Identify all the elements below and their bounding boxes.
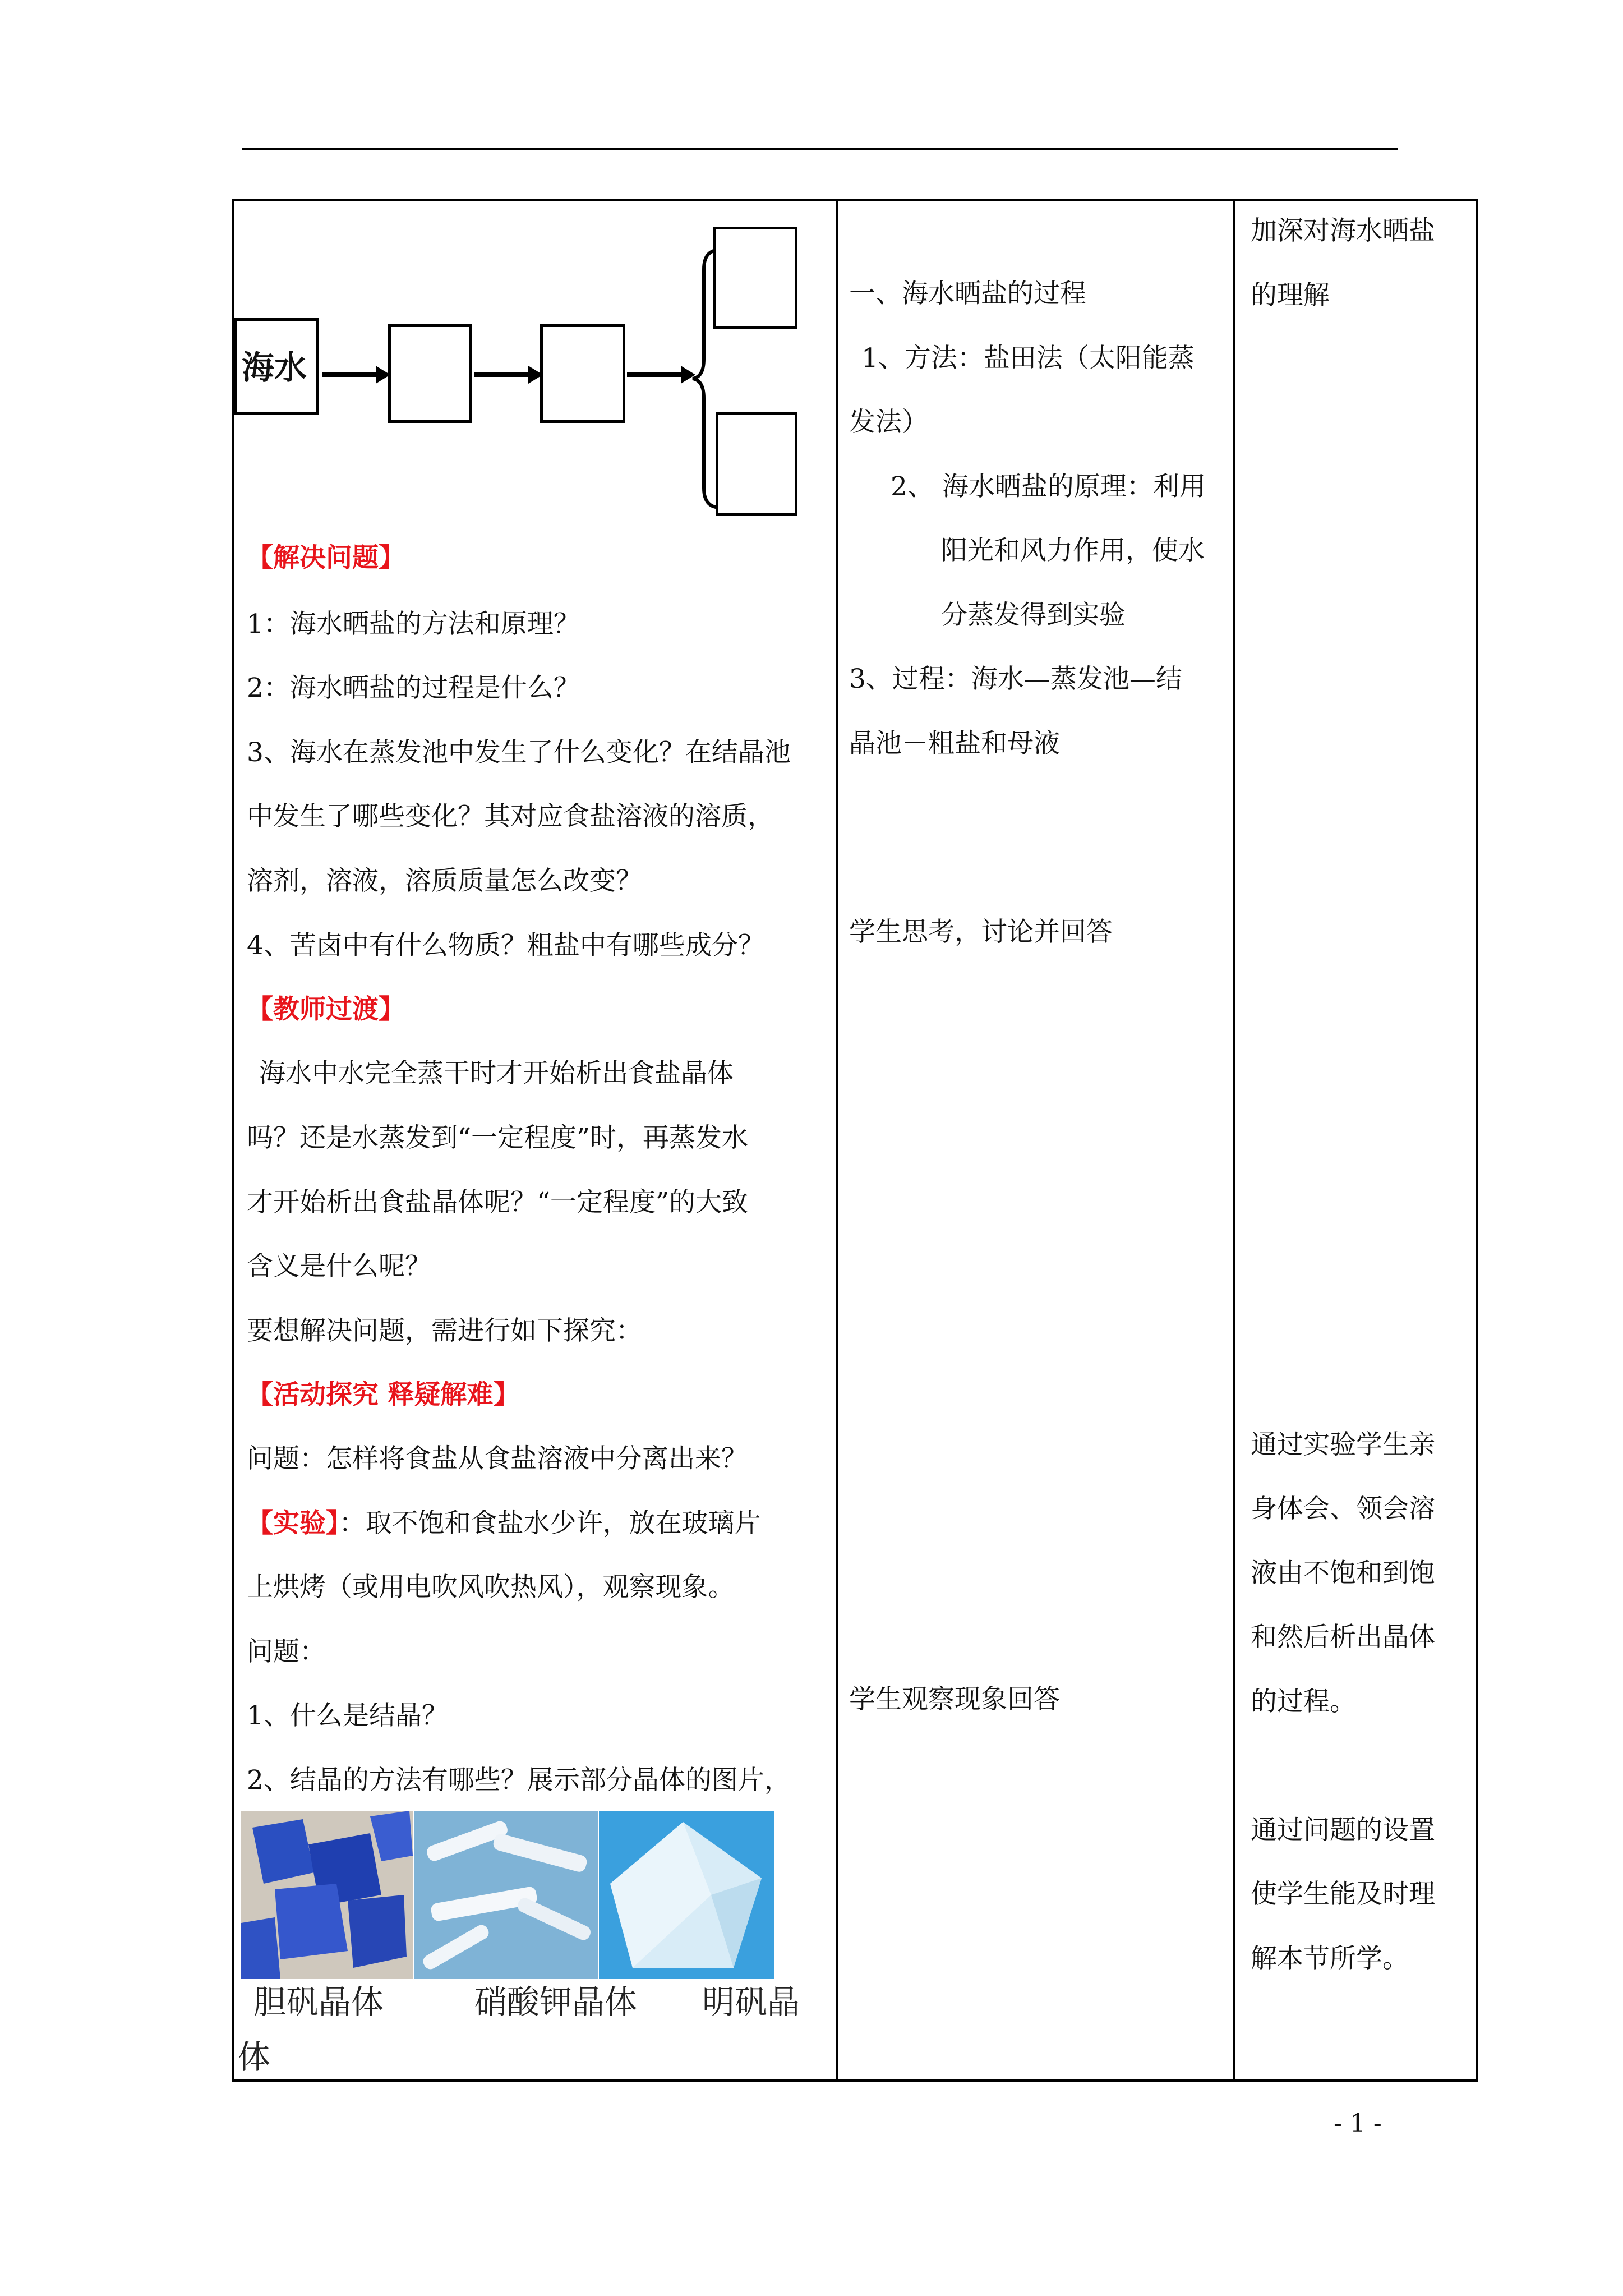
experiment-label: 【实验】 bbox=[247, 1508, 339, 1539]
crystal-image-kno3 bbox=[414, 1811, 598, 1979]
diagram-arrow-1 bbox=[322, 372, 378, 377]
column-divider-2 bbox=[1233, 199, 1235, 2082]
mid-steps-line1: 3、过程：海水—蒸发池—结 bbox=[849, 664, 1182, 694]
mid-process-title: 一、海水晒盐的过程 bbox=[849, 278, 1086, 309]
question-2: 2：海水晒盐的过程是什么？ bbox=[247, 673, 580, 703]
right-note2-line4: 和然后析出晶体 bbox=[1251, 1622, 1435, 1653]
heading-teacher-transition: 【教师过渡】 bbox=[247, 994, 405, 1025]
column-divider-1 bbox=[836, 199, 838, 2082]
diagram-start-label: 海水 bbox=[242, 348, 307, 386]
mid-principle-line3: 分蒸发得到实验 bbox=[941, 600, 1126, 631]
caption-cuso4: 胆矾晶体 bbox=[253, 1983, 384, 2021]
experiment-line2: 上烘烤（或用电吹风吹热风），观察现象。 bbox=[247, 1572, 735, 1603]
right-note3-line3: 解本节所学。 bbox=[1251, 1943, 1409, 1974]
mid-steps-line2: 晶池－粗盐和母液 bbox=[849, 728, 1060, 759]
transition-line4: 含义是什么呢？ bbox=[247, 1251, 431, 1282]
question-label: 问题： bbox=[247, 1636, 326, 1667]
question-1: 1：海水晒盐的方法和原理？ bbox=[247, 609, 580, 639]
caption-alum-continued: 体 bbox=[238, 2038, 271, 2076]
crystal-image-alum bbox=[599, 1811, 774, 1979]
question-4: 4、苦卤中有什么物质？粗盐中有哪些成分？ bbox=[247, 930, 764, 961]
mid-method-line1: 1、方法：盐田法（太阳能蒸 bbox=[861, 343, 1195, 374]
mid-student-discuss: 学生思考，讨论并回答 bbox=[849, 917, 1113, 947]
diagram-box-seawater bbox=[234, 318, 319, 415]
question-3-line1: 3、海水在蒸发池中发生了什么变化？在结晶池 bbox=[247, 737, 791, 768]
diagram-box-2 bbox=[388, 324, 472, 423]
mid-principle-line2: 阳光和风力作用，使水 bbox=[941, 535, 1205, 566]
mid-principle-line1: 2、 海水晒盐的原理：利用 bbox=[891, 471, 1206, 502]
right-note3-line2: 使学生能及时理 bbox=[1251, 1879, 1435, 1910]
transition-line5: 要想解决问题，需进行如下探究： bbox=[247, 1315, 642, 1346]
caption-kno3: 硝酸钾晶体 bbox=[474, 1983, 638, 2021]
question-6: 2、结晶的方法有哪些？展示部分晶体的图片， bbox=[247, 1765, 791, 1796]
right-note2-line1: 通过实验学生亲 bbox=[1251, 1429, 1435, 1460]
right-note2-line2: 身体会、领会溶 bbox=[1251, 1493, 1435, 1524]
crystal-image-cuso4 bbox=[241, 1811, 413, 1979]
problem-statement: 问题：怎样将食盐从食盐溶液中分离出来？ bbox=[247, 1443, 748, 1474]
heading-activity: 【活动探究 释疑解难】 bbox=[247, 1379, 520, 1410]
right-note3-line1: 通过问题的设置 bbox=[1251, 1815, 1435, 1846]
diagram-arrow-2 bbox=[474, 372, 531, 377]
experiment-text: ：取不饱和食盐水少许，放在玻璃片 bbox=[339, 1508, 761, 1539]
right-note2-line3: 液由不饱和到饱 bbox=[1251, 1558, 1435, 1589]
heading-solve-problems: 【解决问题】 bbox=[247, 542, 405, 573]
header-rule bbox=[242, 148, 1398, 150]
question-5: 1、什么是结晶？ bbox=[247, 1700, 448, 1731]
diagram-arrow-3 bbox=[627, 372, 683, 377]
diagram-box-bottom bbox=[716, 412, 797, 516]
mid-method-line2: 发法） bbox=[849, 407, 928, 438]
diagram-box-3 bbox=[540, 324, 625, 423]
question-3-line3: 溶剂，溶液，溶质质量怎么改变？ bbox=[247, 866, 642, 896]
transition-line1: 海水中水完全蒸干时才开始析出食盐晶体 bbox=[259, 1058, 734, 1089]
caption-alum: 明矾晶 bbox=[702, 1983, 800, 2021]
right-note1-line1: 加深对海水晒盐 bbox=[1251, 215, 1435, 246]
page-number: - 1 - bbox=[1334, 2109, 1382, 2138]
transition-line2: 吗？还是水蒸发到“一定程度”时，再蒸发水 bbox=[247, 1122, 749, 1153]
right-note1-line2: 的理解 bbox=[1251, 280, 1330, 311]
question-3-line2: 中发生了哪些变化？其对应食盐溶液的溶质， bbox=[247, 801, 774, 832]
diagram-box-top bbox=[713, 227, 797, 329]
mid-student-observe: 学生观察现象回答 bbox=[849, 1684, 1060, 1715]
right-note2-line5: 的过程。 bbox=[1251, 1686, 1356, 1717]
transition-line3: 才开始析出食盐晶体呢？“一定程度”的大致 bbox=[247, 1187, 749, 1218]
experiment-line1 bbox=[247, 1507, 761, 1540]
